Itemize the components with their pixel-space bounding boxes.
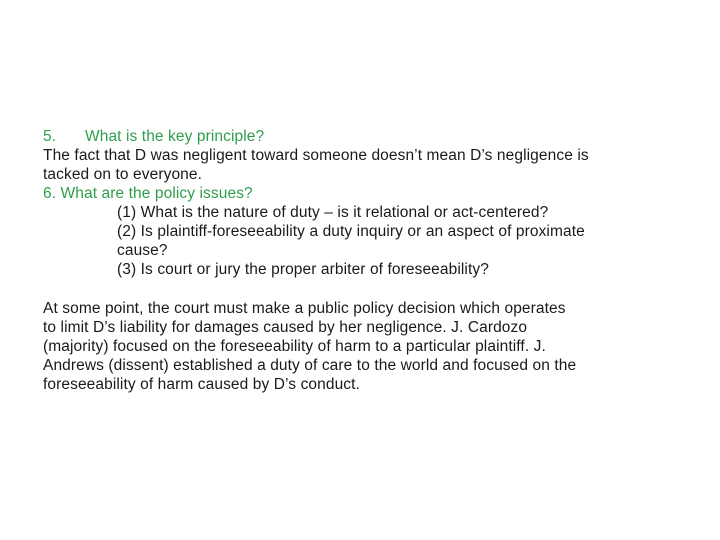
conclusion-line-5: foreseeability of harm caused by D’s conduct. (43, 376, 360, 393)
slide-content (43, 127, 703, 394)
policy-issue-1: (1) What is the nature of duty – is it relational or act-centered? (117, 204, 549, 221)
conclusion-line-1: At some point, the court must make a public policy decision which operates (43, 300, 566, 317)
principle-line-2: tacked on to everyone. (43, 166, 203, 183)
conclusion-line-3: (majority) focused on the foreseeability of harm to a particular plaintiff. J. (43, 338, 546, 355)
question-5-heading (43, 127, 703, 146)
question-5-text: What is the key principle? (85, 128, 265, 145)
question-5-number: 5. (43, 128, 57, 145)
policy-issue-2-line-1: (2) Is plaintiff-foreseeability a duty inquiry or an aspect of proximate (117, 223, 585, 240)
conclusion-line-2: to limit D’s liability for damages caused by her negligence. J. Cardozo (43, 319, 528, 336)
principle-line-1: The fact that D was negligent toward someone doesn’t mean D’s negligence is (43, 147, 589, 164)
policy-issue-2-line-2: cause? (117, 242, 168, 259)
question-6-heading: 6. What are the policy issues? (43, 185, 253, 202)
paragraph-gap (43, 279, 703, 299)
conclusion-line-4: Andrews (dissent) established a duty of care to the world and focused on the (43, 357, 577, 374)
policy-issue-3: (3) Is court or jury the proper arbiter of foreseeability? (117, 261, 489, 278)
